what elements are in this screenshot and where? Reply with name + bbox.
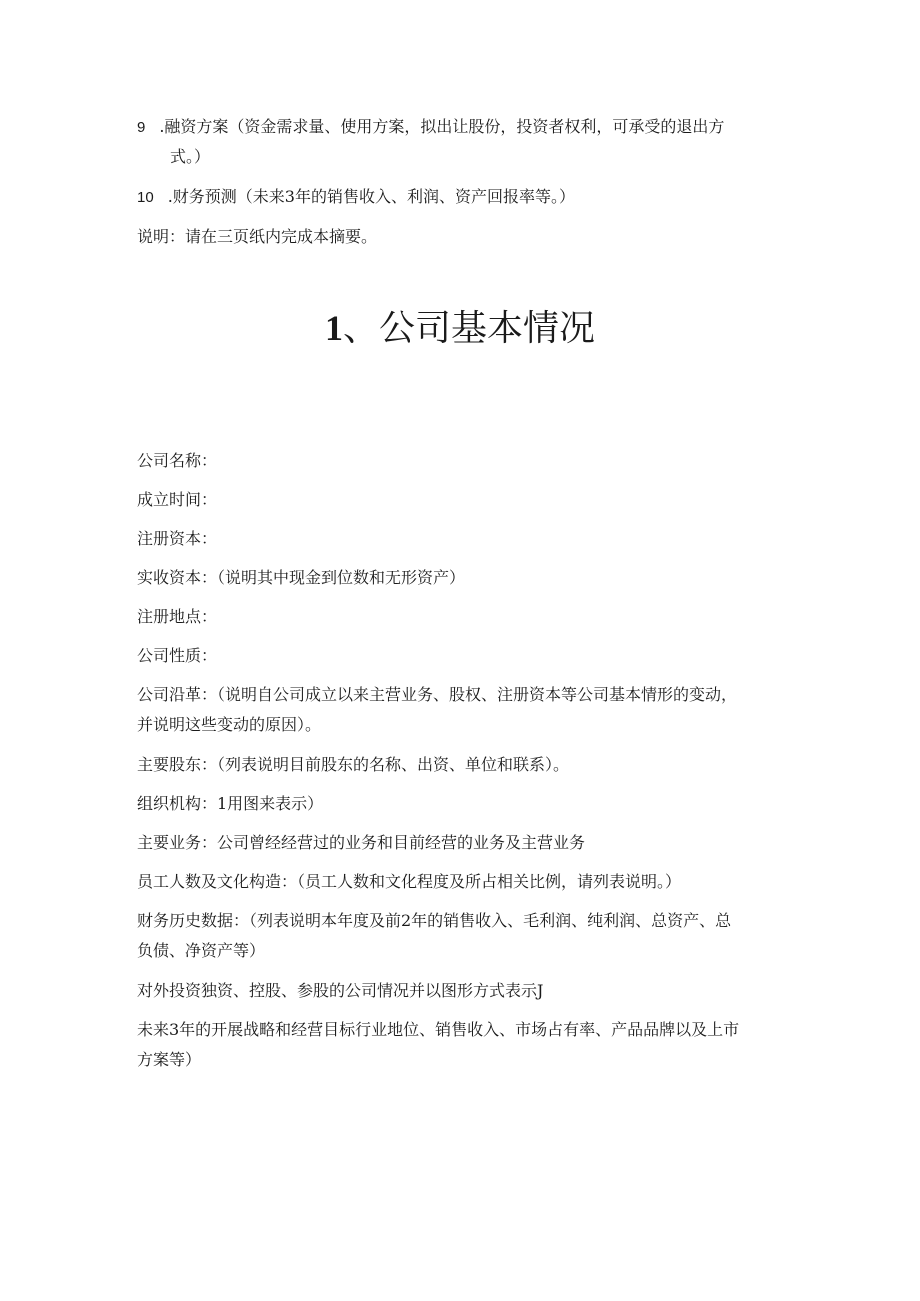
field-registered-capital: 注册资本： bbox=[137, 529, 218, 548]
field-paid-in-capital: 实收资本：（说明其中现金到位数和无形资产） bbox=[137, 568, 466, 587]
item-9-text: .融资方案（资金需求量、使用方案，拟出让股份，投资者权利，可承受的退出方 bbox=[159, 117, 725, 136]
field-future-plan: 未来3年的开展战略和经营目标行业地位、销售收入、市场占有率、产品品牌以及上市 bbox=[137, 1020, 740, 1039]
field-history-continuation: 并说明这些变动的原因）。 bbox=[137, 715, 322, 734]
section-title: 、公司基本情况 bbox=[342, 308, 595, 349]
field-shareholders: 主要股东：（列表说明目前股东的名称、出资、单位和联系）。 bbox=[137, 755, 570, 774]
field-company-nature: 公司性质： bbox=[137, 646, 218, 665]
field-financial-history-continuation: 负债、净资产等） bbox=[137, 941, 266, 960]
summary-note: 说明：请在三页纸内完成本摘要。 bbox=[137, 227, 378, 246]
field-financial-history: 财务历史数据：（列表说明本年度及前2年的销售收入、毛利润、纯利润、总资产、总 bbox=[137, 911, 732, 930]
item-10-text: .财务预测（未来3年的销售收入、利润、资产回报率等。） bbox=[167, 187, 575, 206]
field-organization: 组织机构：1用图来表示） bbox=[137, 794, 324, 813]
section-heading bbox=[0, 300, 920, 357]
item-10 bbox=[137, 182, 787, 213]
field-company-name: 公司名称： bbox=[137, 451, 218, 470]
section-number: 1 bbox=[324, 308, 343, 348]
field-history: 公司沿革：（说明自公司成立以来主营业务、股权、注册资本等公司基本情形的变动， bbox=[137, 685, 738, 704]
field-future-plan-continuation: 方案等） bbox=[137, 1050, 202, 1069]
field-founded: 成立时间： bbox=[137, 490, 218, 509]
field-staff: 员工人数及文化构造：（员工人数和文化程度及所占相关比例，请列表说明。） bbox=[137, 872, 682, 891]
item-9 bbox=[137, 112, 787, 143]
item-10-number: 10 bbox=[137, 189, 154, 206]
field-main-business: 主要业务：公司曾经经营过的业务和目前经营的业务及主营业务 bbox=[137, 833, 586, 852]
field-registered-address: 注册地点： bbox=[137, 607, 218, 626]
item-9-number: 9 bbox=[137, 119, 146, 136]
field-investments: 对外投资独资、控股、参股的公司情况并以图形方式表示J bbox=[137, 981, 544, 1000]
item-9-continuation: 式。） bbox=[170, 147, 211, 166]
